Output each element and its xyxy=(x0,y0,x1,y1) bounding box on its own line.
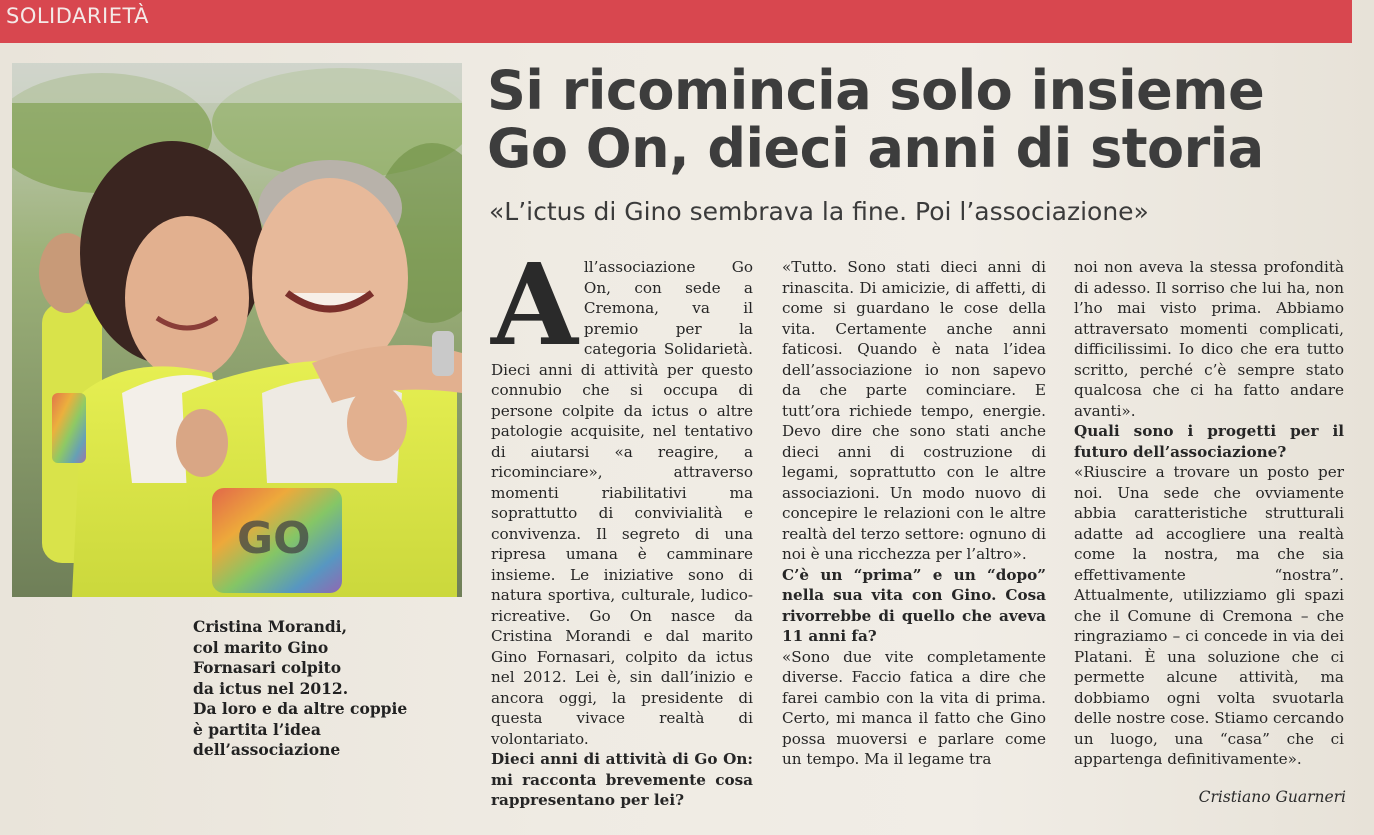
shirt-logo-text: GO xyxy=(237,513,311,564)
caption-line: dell’associazione xyxy=(193,740,341,759)
photo-caption xyxy=(193,617,443,761)
photo-illustration xyxy=(12,63,462,597)
caption-line: Fornasari colpito xyxy=(193,658,342,677)
question-3: Quali sono i progetti per il futuro dell’associazione? xyxy=(1074,422,1344,461)
question-1: Dieci anni di attività di Go On: mi racconta brevemente cosa rappresentano per lei? xyxy=(491,750,753,809)
article-column-3 xyxy=(1074,257,1344,770)
caption-line: da ictus nel 2012. xyxy=(193,678,349,698)
answer-2-part-1: «Sono due vite completamente diverse. Faccio fatica a dire che farei cambio con la vita di prima. Certo, mi manca il fatto che Gino possa muoversi e parlare come un tempo. Ma il legame tra xyxy=(782,647,1046,768)
section-label: SOLIDARIETÀ xyxy=(6,4,150,28)
caption-line: Da loro e da altre coppie xyxy=(193,699,408,718)
subheadline: «L’ictus di Gino sembrava la fine. Poi l’associazione» xyxy=(489,197,1149,226)
headline-line-1: Si ricomincia solo insieme xyxy=(487,59,1265,122)
answer-2-part-2: noi non aveva la stessa profondità di adesso. Il sorriso che lui ha, non l’ho mai visto prima. Abbiamo attraversato momenti complicati, difficilissimi. Io dico che era tutto scritto, perché c’è sempre stato qualcosa che ci ha fatto andare avanti». xyxy=(1074,258,1344,420)
headline xyxy=(487,59,1347,180)
caption-line: Cristina Morandi, xyxy=(193,617,347,636)
author-signature: Cristiano Guarneri xyxy=(1198,788,1346,806)
question-2: C’è un “prima” e un “dopo” nella sua vita con Gino. Cosa rivorrebbe di quello che aveva 11 anni fa? xyxy=(782,565,1046,645)
intro-paragraph xyxy=(491,240,753,749)
headline-line-2: Go On, dieci anni di storia xyxy=(487,117,1264,180)
intro-text: ll’associazione Go On, con sede a Cremona, va il premio per la categoria Solidarietà. Dieci anni di attività per questo connubio che si occupa di persone colpite da ictus o altre patologie acquisite, nel tentativo di aiutarsi «a reagire, a ricominciare», attraverso momenti riabilitativi ma soprattutto di convivialità e convivenza. Il segreto di una ripresa umana è camminare insieme. Le iniziative sono di natura sportiva, culturale, ludico-ricreative. Go On nasce da Cristina Morandi e dal marito Gino Fornasari, colpito da ictus nel 2012. Lei è, sin dall’inizio e ancora oggi, la presidente di questa vivace realtà di volontariato. xyxy=(491,258,753,748)
drop-cap: A xyxy=(491,240,578,371)
answer-1: «Tutto. Sono stati dieci anni di rinascita. Di amicizie, di affetti, di come si guardano le cose della vita. Certamente anche anni faticosi. Quando è nata l’idea dell’associazione io non sapevo da che parte cominciare. E tutt’ora richiede tempo, energie. Devo dire che sono stati anche dieci anni di costruzione di legami, soprattutto con le altre associazioni. Un modo nuovo di concepire le relazioni con le altre realtà del terzo settore: ognuno di noi è una ricchezza per l’altro». xyxy=(782,258,1046,563)
article-photo xyxy=(12,63,462,597)
answer-3: «Riuscire a trovare un posto per noi. Una sede che ovviamente abbia caratteristiche strutturali adatte ad accogliere una realtà come la nostra, ma che sia effettivamente “nostra”. Attualmente, utilizziamo gli spazi che il Comune di Cremona – che ringraziamo – ci concede in via dei Platani. È una soluzione che ci permette alcune attività, ma dobbiamo ogni volta svuotarla delle nostre cose. Stiamo cercando un luogo, una “casa” che ci appartenga definitivamente». xyxy=(1074,463,1344,768)
article-column-2 xyxy=(782,257,1046,770)
article-column-1 xyxy=(491,240,753,811)
section-bar xyxy=(0,0,1352,43)
caption-line: è partita l’idea xyxy=(193,719,321,739)
caption-line: col marito Gino xyxy=(193,637,329,657)
